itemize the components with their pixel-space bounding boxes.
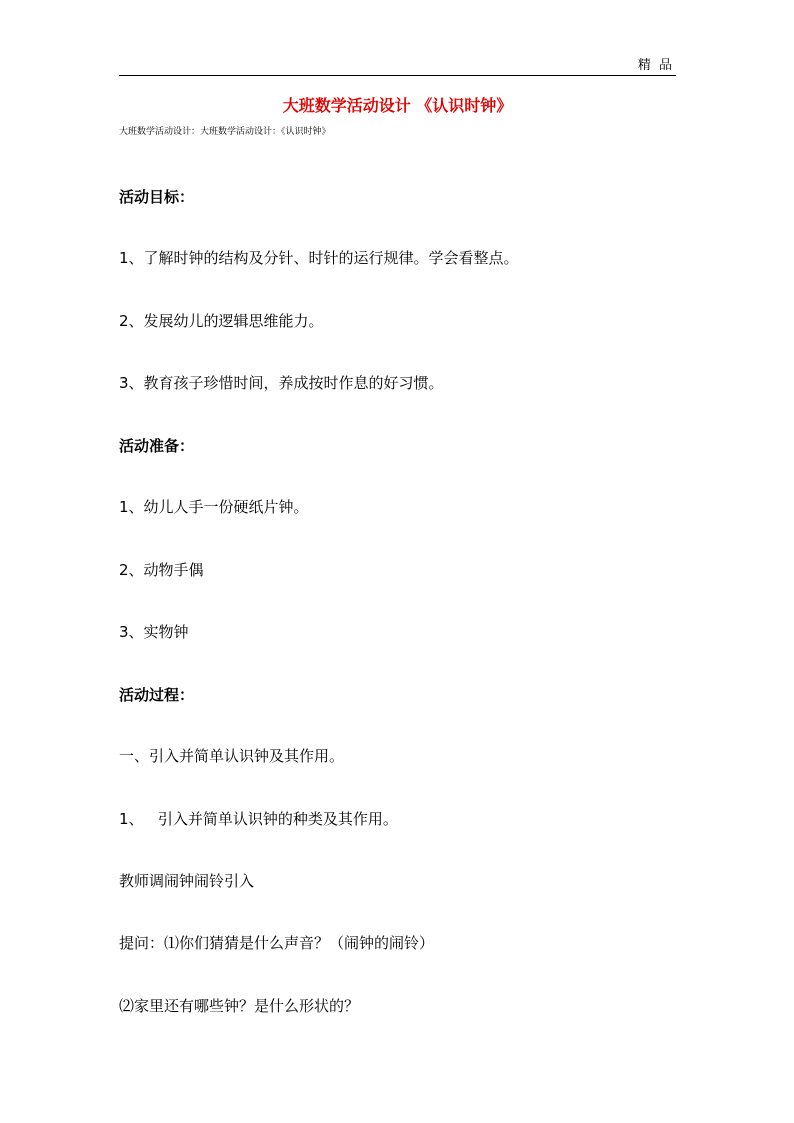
section-heading-process: 活动过程： bbox=[119, 686, 195, 704]
goal-item: 3、教育孩子珍惜时间，养成按时作息的好习惯。 bbox=[119, 374, 444, 392]
document-subtitle: 大班数学活动设计：大班数学活动设计：《认识时钟》 bbox=[119, 127, 331, 137]
process-item: 一、引入并简单认识钟及其作用。 bbox=[119, 747, 345, 765]
process-item: 提问：⑴你们猜猜是什么声音？（闹钟的闹铃） bbox=[119, 934, 435, 952]
prep-item: 3、实物钟 bbox=[119, 623, 189, 641]
process-item: 教师调闹钟闹铃引入 bbox=[119, 872, 255, 890]
prep-item: 2、动物手偶 bbox=[119, 561, 204, 579]
process-item: ⑵家里还有哪些钟？是什么形状的？ bbox=[119, 997, 360, 1015]
page-header-label: 精 品 bbox=[637, 58, 674, 73]
goal-item: 2、发展幼儿的逻辑思维能力。 bbox=[119, 312, 324, 330]
document-title: 大班数学活动设计 《认识时钟》 bbox=[282, 96, 513, 115]
process-item: 1、 引入并简单认识钟的种类及其作用。 bbox=[119, 810, 398, 828]
header-divider bbox=[119, 75, 676, 76]
section-heading-goals: 活动目标： bbox=[119, 188, 195, 206]
goal-item: 1、了解时钟的结构及分针、时针的运行规律。学会看整点。 bbox=[119, 249, 519, 267]
prep-item: 1、幼儿人手一份硬纸片钟。 bbox=[119, 498, 309, 516]
section-heading-preparation: 活动准备： bbox=[119, 437, 195, 455]
